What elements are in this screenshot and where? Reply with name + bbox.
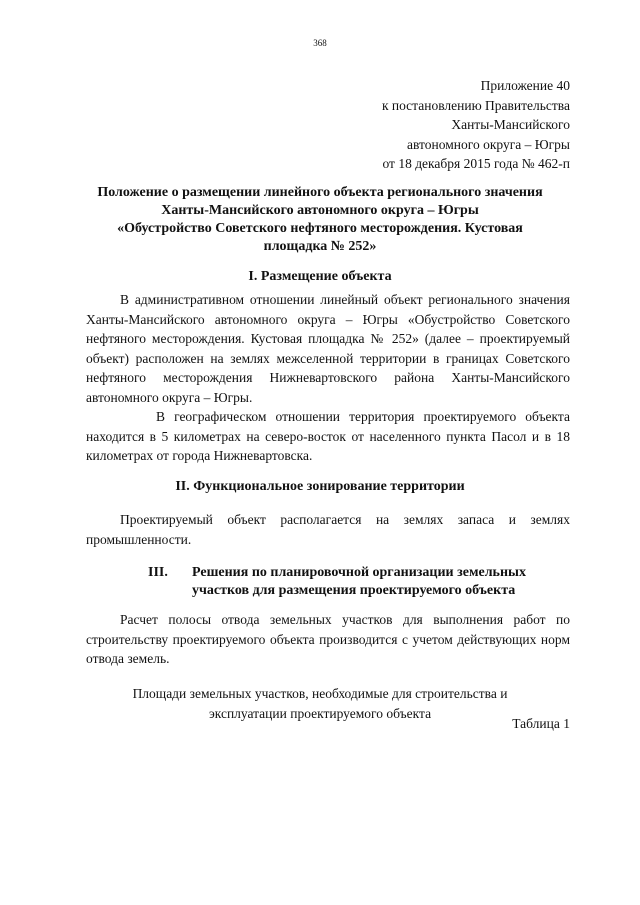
title-line-2: Ханты-Мансийского автономного округа – Югры: [161, 203, 479, 218]
appendix-line-3: Ханты-Мансийского: [451, 117, 570, 133]
table-caption-line-1: Площади земельных участков, необходимые для строительства и: [132, 686, 508, 701]
document-title: [80, 184, 560, 256]
title-line-3: «Обустройство Советского нефтяного месторождения. Кустовая: [117, 221, 523, 236]
section-1-paragraph-1: В административном отношении линейный объект регионального значения Ханты-Мансийского автономного округа – Югры «Обустройство Советского нефтяного месторождения. Кустовая площадка № 252» (далее – проектируемый объект) расположен на землях межселенной территории в границах Советского нефтяного месторождения Нижневартовского района Ханты-Мансийского автономного округа – Югры.: [86, 292, 570, 405]
page-number: 368: [313, 38, 327, 48]
section-2-heading: II. Функциональное зонирование территории: [175, 479, 465, 494]
title-line-1: Положение о размещении линейного объекта регионального значения: [97, 185, 543, 200]
title-line-4: площадка № 252»: [263, 239, 377, 254]
table-caption: [80, 684, 560, 723]
table-caption-line-2: эксплуатации проектируемого объекта: [208, 705, 432, 721]
section-3-heading-line-1: Решения по планировочной организации земельных: [192, 565, 526, 580]
section-3-heading: [148, 564, 578, 600]
section-3-paragraph-1: Расчет полосы отвода земельных участков для выполнения работ по строительству проектируемого объекта производится с учетом действующих норм отвода земель.: [86, 612, 570, 667]
section-1-paragraph-2: В географическом отношении территория проектируемого объекта находится в 5 километрах на северо-восток от населенного пункта Пасол и в 18 километрах от города Нижневартовска.: [86, 409, 570, 464]
table-label: Таблица 1: [512, 716, 570, 731]
appendix-line-5: от 18 декабря 2015 года № 462-п: [382, 156, 570, 172]
section-2-paragraph-1: Проектируемый объект располагается на землях запаса и землях промышленности.: [86, 512, 570, 547]
section-1-heading: I. Размещение объекта: [248, 269, 392, 284]
appendix-block: [382, 76, 570, 174]
appendix-line-1: Приложение 40: [480, 78, 570, 93]
appendix-line-4: автономного округа – Югры: [407, 136, 570, 152]
appendix-line-2: к постановлению Правительства: [381, 97, 570, 113]
section-3-heading-line-2: участков для размещения проектируемого объекта: [192, 583, 516, 598]
section-3-number: III.: [148, 565, 168, 580]
